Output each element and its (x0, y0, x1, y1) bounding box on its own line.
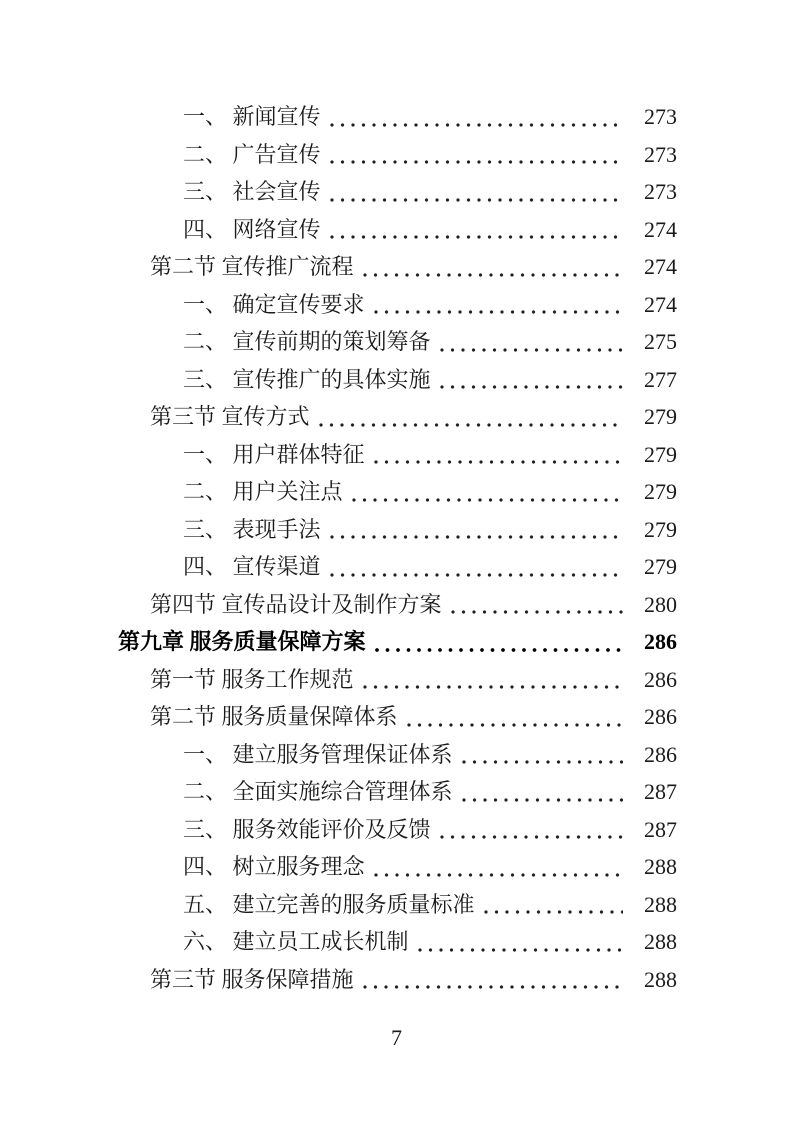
toc-entry[interactable] (118, 548, 677, 586)
toc-dot-leader (440, 385, 623, 389)
toc-entry-page-number: 273 (644, 141, 677, 167)
toc-dot-leader (363, 273, 623, 277)
toc-entry[interactable] (118, 511, 677, 549)
toc-dot-leader (330, 235, 623, 239)
toc-entry-title: 二、 全面实施综合管理体系 (183, 779, 453, 804)
toc-entry-page-number: 274 (644, 291, 677, 317)
toc-entry-page-number: 288 (644, 929, 677, 954)
toc-entry-title: 第二节 宣传推广流程 (150, 254, 354, 279)
toc-entry[interactable] (118, 586, 677, 624)
toc-entry-page-number: 286 (644, 666, 677, 692)
toc-entry[interactable] (118, 98, 677, 136)
toc-entry-page-number: 275 (644, 329, 677, 354)
toc-entry-page-number: 273 (644, 104, 677, 129)
toc-entry-page-number: 286 (644, 741, 677, 767)
toc-entry[interactable] (118, 173, 677, 211)
toc-entry-page-number: 286 (644, 629, 677, 654)
toc-dot-leader (484, 910, 623, 914)
toc-entry[interactable] (118, 623, 677, 661)
toc-entry-title: 二、 宣传前期的策划筹备 (183, 329, 431, 354)
toc-entry[interactable] (118, 286, 677, 324)
toc-entry-page-number: 288 (644, 966, 677, 992)
toc-dot-leader (330, 535, 623, 539)
toc-dot-leader (451, 610, 623, 614)
toc-entry[interactable] (118, 886, 677, 924)
toc-entry[interactable] (118, 811, 677, 849)
toc-entry[interactable] (118, 736, 677, 774)
toc-entry[interactable] (118, 248, 677, 286)
toc-entry[interactable] (118, 923, 677, 961)
toc-entry[interactable] (118, 436, 677, 474)
toc-entry-title: 三、 服务效能评价及反馈 (183, 816, 431, 842)
toc-dot-leader (375, 648, 623, 652)
toc-entry-page-number: 279 (644, 479, 677, 504)
toc-entry-title: 一、 新闻宣传 (183, 104, 321, 129)
toc-entry-title: 第三节 服务保障措施 (150, 966, 354, 992)
toc-entry-page-number: 273 (644, 179, 677, 204)
toc-entry-page-number: 279 (644, 516, 677, 542)
toc-dot-leader (374, 310, 623, 314)
toc-entry[interactable] (118, 961, 677, 999)
toc-entry-title: 六、 建立员工成长机制 (183, 929, 409, 954)
toc-entry-title: 三、 社会宣传 (183, 179, 321, 204)
toc-dot-leader (363, 685, 623, 689)
toc-entry-page-number: 288 (644, 854, 677, 879)
toc-entry-title: 第二节 服务质量保障体系 (150, 704, 398, 729)
toc-entry-title: 二、 用户关注点 (183, 479, 343, 504)
toc-dot-leader (407, 723, 623, 727)
toc-entry-title: 四、 宣传渠道 (183, 554, 321, 579)
toc-entry-title: 四、 树立服务理念 (183, 854, 365, 879)
toc-entry-title: 第四节 宣传品设计及制作方案 (150, 591, 442, 617)
toc-dot-leader (330, 160, 623, 164)
footer-page-number: 7 (391, 1025, 402, 1050)
toc-entry-page-number: 279 (644, 441, 677, 467)
toc-entry[interactable] (118, 323, 677, 361)
toc-entry-page-number: 288 (644, 891, 677, 917)
toc-dot-leader (330, 123, 623, 127)
toc-entry[interactable] (118, 136, 677, 174)
toc-entry-title: 四、 网络宣传 (183, 216, 321, 242)
toc-entry-page-number: 287 (644, 779, 677, 804)
toc-dot-leader (440, 835, 623, 839)
page-footer (0, 1024, 793, 1052)
toc-entry-page-number: 277 (644, 366, 677, 392)
toc-entry-page-number: 286 (644, 704, 677, 729)
toc-entry[interactable] (118, 211, 677, 249)
toc-dot-leader (462, 798, 623, 802)
toc-dot-leader (462, 760, 623, 764)
toc-entry-title: 第一节 服务工作规范 (150, 666, 354, 692)
toc-entry-title: 第三节 宣传方式 (150, 404, 310, 429)
toc-entry-page-number: 287 (644, 816, 677, 842)
toc-entry-page-number: 279 (644, 404, 677, 429)
toc-entry[interactable] (118, 661, 677, 699)
toc-dot-leader (319, 423, 623, 427)
toc-dot-leader (330, 198, 623, 202)
toc-entry[interactable] (118, 473, 677, 511)
toc-entry-title: 一、 确定宣传要求 (183, 291, 365, 317)
toc-entry-page-number: 274 (644, 216, 677, 242)
toc-dot-leader (440, 348, 623, 352)
toc-list (118, 98, 677, 998)
toc-entry[interactable] (118, 698, 677, 736)
toc-dot-leader (374, 873, 623, 877)
toc-entry[interactable] (118, 773, 677, 811)
toc-entry-title: 第九章 服务质量保障方案 (118, 629, 366, 654)
toc-dot-leader (374, 460, 623, 464)
toc-entry-title: 三、 表现手法 (183, 516, 321, 542)
toc-entry[interactable] (118, 848, 677, 886)
toc-entry-title: 一、 建立服务管理保证体系 (183, 741, 453, 767)
toc-dot-leader (352, 498, 623, 502)
toc-entry-title: 五、 建立完善的服务质量标准 (183, 891, 475, 917)
toc-dot-leader (418, 948, 623, 952)
toc-entry-title: 一、 用户群体特征 (183, 441, 365, 467)
toc-entry[interactable] (118, 398, 677, 436)
toc-entry-page-number: 279 (644, 554, 677, 579)
toc-entry[interactable] (118, 361, 677, 399)
toc-entry-title: 二、 广告宣传 (183, 141, 321, 167)
toc-dot-leader (330, 573, 623, 577)
toc-entry-page-number: 280 (644, 591, 677, 617)
toc-entry-title: 三、 宣传推广的具体实施 (183, 366, 431, 392)
toc-entry-page-number: 274 (644, 254, 677, 279)
toc-dot-leader (363, 985, 623, 989)
